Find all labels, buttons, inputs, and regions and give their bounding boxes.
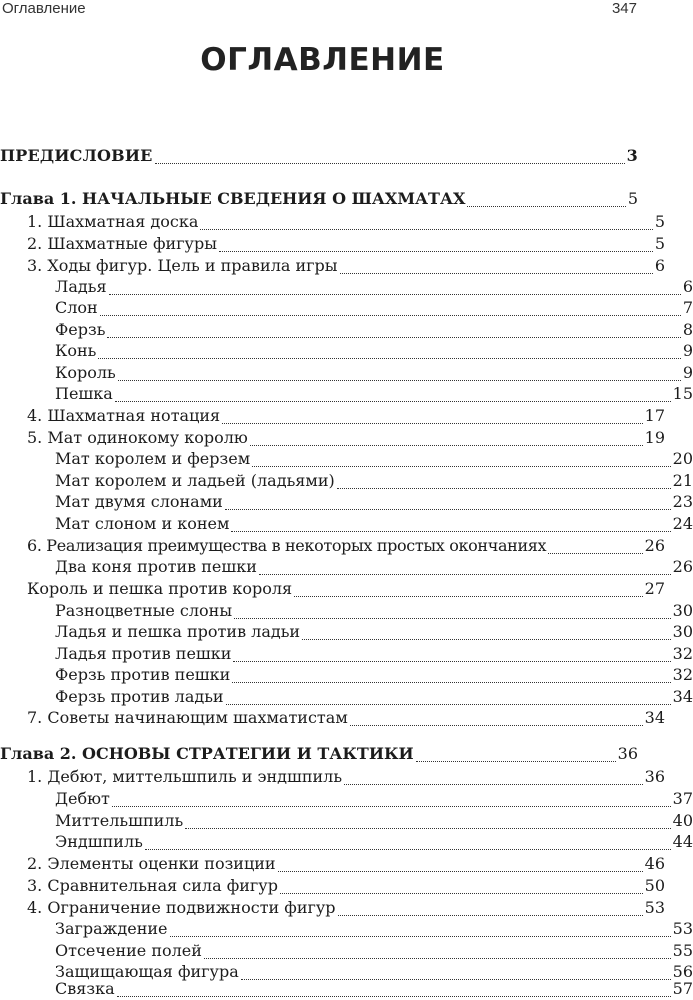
toc-entry-title: 5. Мат одинокому королю <box>27 428 248 447</box>
toc-entry[interactable] <box>0 578 665 600</box>
toc-entry-page: 20 <box>672 449 693 468</box>
toc-entry-title: Мат слоном и конем <box>55 514 230 533</box>
toc-entry-page: 21 <box>672 471 693 490</box>
toc-entry-title: Дебют <box>55 789 110 808</box>
toc-entry-page: 36 <box>617 744 638 763</box>
toc-entry-title: 4. Шахматная нотация <box>27 406 221 425</box>
toc-entry-page: 34 <box>672 687 693 706</box>
toc-entry-title: Защищающая фигура <box>55 962 239 981</box>
toc-entry-title: Ферзь <box>55 320 106 339</box>
toc-entry[interactable] <box>0 686 693 708</box>
dot-leader <box>350 721 643 726</box>
toc-entry-page: 30 <box>672 601 693 620</box>
dot-leader <box>109 290 681 295</box>
toc-entry[interactable] <box>0 556 693 578</box>
dot-leader <box>155 159 625 164</box>
toc-entry-title: Эндшпиль <box>55 832 143 851</box>
toc-entry-title: Конь <box>55 341 97 360</box>
page-number: 347 <box>611 0 637 17</box>
dot-leader <box>222 419 643 424</box>
dot-leader <box>185 824 670 829</box>
toc-entry-page: 40 <box>672 811 693 830</box>
toc-entry[interactable] <box>0 766 665 788</box>
toc-entry-title: Ладья против пешки <box>55 644 232 663</box>
toc-entry[interactable] <box>0 383 693 405</box>
toc-entry-page: 34 <box>644 708 665 727</box>
dot-leader <box>467 202 625 207</box>
toc-entry-page: 44 <box>672 832 693 851</box>
toc-entry[interactable] <box>0 319 693 341</box>
toc-entry-title: Связка <box>55 979 115 998</box>
page-title: ОГЛАВЛЕНИЕ <box>200 42 445 78</box>
toc-chapter-title <box>0 188 465 210</box>
chapter-prefix: Глава 1. <box>0 189 83 208</box>
dot-leader <box>548 549 642 554</box>
toc-entry[interactable] <box>0 897 665 919</box>
toc-entry-page: 46 <box>644 854 665 873</box>
dot-leader <box>100 311 681 316</box>
dot-leader <box>338 911 643 916</box>
toc-entry-title: Мат двумя слонами <box>55 492 223 511</box>
toc-entry-page: 57 <box>672 979 693 998</box>
toc-entry[interactable] <box>0 940 693 962</box>
toc-entry[interactable] <box>0 362 693 384</box>
dot-leader <box>225 505 671 510</box>
toc-entry-title: Отсечение полей <box>55 941 202 960</box>
toc-entry[interactable] <box>0 875 665 897</box>
toc-entry-page: 5 <box>654 234 665 253</box>
toc-entry-title: Король <box>55 363 116 382</box>
toc-entry-page: 56 <box>672 962 693 981</box>
toc-entry[interactable] <box>0 621 693 643</box>
dot-leader <box>232 678 670 683</box>
dot-leader <box>115 397 671 402</box>
toc-entry[interactable] <box>0 427 665 449</box>
toc-entry-title: Слон <box>55 298 98 317</box>
toc-entry-title: Заграждение <box>55 919 168 938</box>
toc-entry-title: Король и пешка против короля <box>27 579 293 598</box>
toc-entry-title: Мат королем и ладьей (ладьями) <box>55 471 335 490</box>
dot-leader <box>112 802 671 807</box>
toc-entry-page: 55 <box>672 941 693 960</box>
toc-entry[interactable] <box>0 918 693 940</box>
dot-leader <box>204 954 671 959</box>
toc-entry-title: 1. Дебют, миттельшпиль и эндшпиль <box>27 767 343 786</box>
dot-leader <box>278 867 643 872</box>
toc-entry-title: 7. Советы начинающим шахматистам <box>27 708 348 727</box>
toc-entry[interactable] <box>0 853 665 875</box>
toc-entry-title: Миттельшпиль <box>55 811 184 830</box>
chapter-prefix: Глава 2. <box>0 744 83 763</box>
toc-entry-page: 53 <box>672 919 693 938</box>
toc-entry-page: 23 <box>672 492 693 511</box>
toc-entry-page: 32 <box>672 665 693 684</box>
toc-entry[interactable] <box>0 513 693 535</box>
toc-entry-title: 2. Шахматные фигуры <box>27 234 217 253</box>
toc-entry[interactable] <box>0 643 693 665</box>
toc-entry-page: 5 <box>627 189 638 208</box>
toc-entry-title: 3. Сравнительная сила фигур <box>27 876 278 895</box>
toc-entry-page: 6 <box>682 277 693 296</box>
toc-entry-title: Разноцветные слоны <box>55 601 233 620</box>
toc-entry-title: Ферзь против пешки <box>55 665 231 684</box>
toc-entry[interactable] <box>0 448 693 470</box>
toc-entry-title: 2. Элементы оценки позиции <box>27 854 276 873</box>
dot-leader <box>340 269 653 274</box>
toc-entry-page: 53 <box>644 898 665 917</box>
toc-entry-page: 30 <box>672 622 693 641</box>
toc-chapter-1[interactable] <box>0 188 638 210</box>
toc-entry-title: Ладья и пешка против ладьи <box>55 622 301 641</box>
dot-leader <box>200 225 652 230</box>
toc-entry-title: Ладья <box>55 277 107 296</box>
toc-entry[interactable] <box>0 470 693 492</box>
toc-entry-title: 1. Шахматная доска <box>27 212 199 231</box>
toc-entry-page: 36 <box>644 767 665 786</box>
dot-leader <box>231 527 670 532</box>
toc-entry-page: 19 <box>644 428 665 447</box>
running-header <box>0 0 645 18</box>
toc-entry-title: 4. Ограничение подвижности фигур <box>27 898 336 917</box>
dot-leader <box>118 376 681 381</box>
dot-leader <box>219 247 653 252</box>
toc-chapter-2[interactable] <box>0 743 638 765</box>
toc-entry[interactable] <box>0 340 693 362</box>
toc-entry-page: 5 <box>654 212 665 231</box>
toc-entry-page: 6 <box>654 256 665 275</box>
dot-leader <box>98 354 680 359</box>
dot-leader <box>337 484 671 489</box>
toc-entry[interactable] <box>0 831 693 853</box>
dot-leader <box>416 757 616 762</box>
chapter-title: ОСНОВЫ СТРАТЕГИИ И ТАКТИКИ <box>82 744 414 763</box>
toc-entry[interactable] <box>0 297 693 319</box>
toc-entry-page: 37 <box>672 789 693 808</box>
dot-leader <box>294 592 642 597</box>
toc-entry-title: Пешка <box>55 384 113 403</box>
dot-leader <box>234 614 671 619</box>
dot-leader <box>226 700 671 705</box>
toc-entry[interactable] <box>0 707 665 729</box>
toc-entry[interactable] <box>0 664 693 686</box>
toc-entry-page: 50 <box>644 876 665 895</box>
toc-entry-page: 9 <box>682 363 693 382</box>
toc-entry[interactable] <box>0 211 665 233</box>
toc-entry-page: 9 <box>682 341 693 360</box>
toc-entry-title: 3. Ходы фигур. Цель и правила игры <box>27 256 338 275</box>
toc-entry-page: 24 <box>672 514 693 533</box>
toc-preface[interactable] <box>0 145 638 167</box>
toc-entry-page: 32 <box>672 644 693 663</box>
toc-entry-page: 17 <box>644 406 665 425</box>
toc-entry-page: 26 <box>644 536 665 555</box>
dot-leader <box>259 570 671 575</box>
toc-entry-title: 6. Реализация преимущества в некоторых простых окончаниях <box>27 536 547 555</box>
toc-entry[interactable] <box>0 978 693 1000</box>
toc-entry[interactable] <box>0 535 665 557</box>
dot-leader <box>302 635 671 640</box>
toc-chapter-title <box>0 743 414 765</box>
toc-entry[interactable] <box>0 788 693 810</box>
dot-leader <box>280 889 643 894</box>
toc-entry[interactable] <box>0 233 665 255</box>
dot-leader <box>107 333 680 338</box>
toc-entry-title: Мат королем и ферзем <box>55 449 251 468</box>
toc-entry[interactable] <box>0 405 665 427</box>
toc-entry[interactable] <box>0 600 693 622</box>
running-title: Оглавление <box>2 0 86 17</box>
toc-entry-title: Ферзь против ладьи <box>55 687 224 706</box>
toc-entry-title: ПРЕДИСЛОВИЕ <box>0 146 153 165</box>
dot-leader <box>250 441 643 446</box>
dot-leader <box>233 657 670 662</box>
toc-entry[interactable] <box>0 255 665 277</box>
toc-entry-page: 8 <box>682 320 693 339</box>
dot-leader <box>145 845 671 850</box>
toc-entry-page: 7 <box>682 298 693 317</box>
toc-entry[interactable] <box>0 276 693 298</box>
dot-leader <box>252 462 670 467</box>
dot-leader <box>170 932 671 937</box>
dot-leader <box>117 992 671 997</box>
toc-entry-page: 26 <box>672 557 693 576</box>
toc-entry-title: Два коня против пешки <box>55 557 257 576</box>
toc-entry-page: 3 <box>626 146 638 165</box>
toc-entry[interactable] <box>0 491 693 513</box>
toc-entry-page: 15 <box>672 384 693 403</box>
toc-entry-page: 27 <box>644 579 665 598</box>
toc-entry[interactable] <box>0 810 693 832</box>
dot-leader <box>344 780 643 785</box>
chapter-title: НАЧАЛЬНЫЕ СВЕДЕНИЯ О ШАХМАТАХ <box>82 189 466 208</box>
